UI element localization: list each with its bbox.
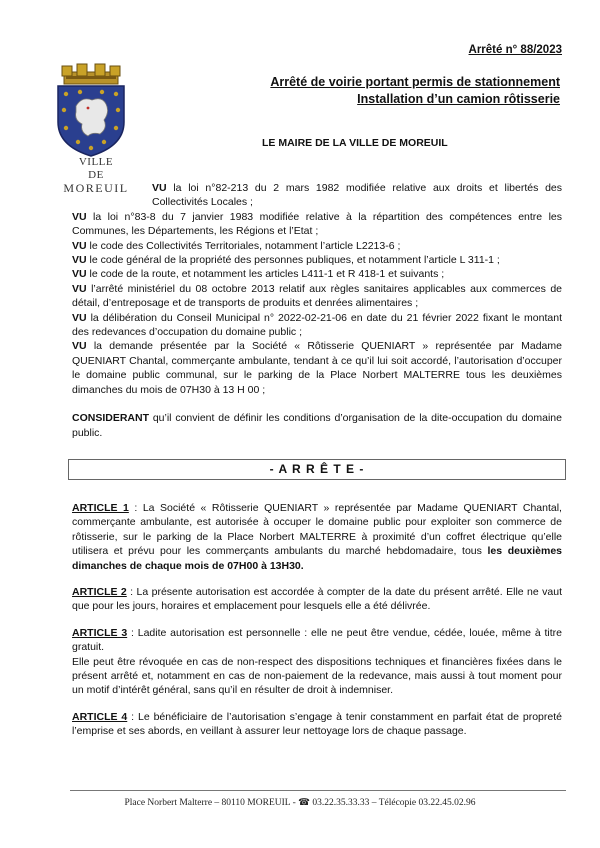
vu-paragraph: VU le code de la route, et notamment les articles L411-1 et R 418-1 et suivants ; <box>72 268 445 281</box>
footer <box>0 797 600 808</box>
de-line: DE <box>88 169 104 181</box>
article-3: ARTICLE 3 : Ladite autorisation est personnelle : elle ne peut être vendue, cédée, louée, même à titre gratuit. <box>72 626 562 654</box>
vu-paragraph: VU la loi n°82-213 du 2 mars 1982 modifiée relative aux droits et libertés des Collectivités Locales ; <box>152 182 562 209</box>
arrete-number: Arrêté n° 88/2023 <box>468 44 562 56</box>
title-line-1: Arrêté de voirie portant permis de stationnement <box>270 75 560 89</box>
arrete-heading: - A R R Ê T E - <box>68 459 566 480</box>
article-4: ARTICLE 4 : Le bénéficiaire de l’autorisation s’engage à tenir constamment en parfait état de propreté l’emprise et ses abords, en veillant à assurer leur nettoyage lors de chaque passage. <box>72 710 562 738</box>
article-2: ARTICLE 2 : La présente autorisation est accordée à compter de la date du présent arrêté. Elle ne vaut que pour les jours, horaires et emplacement pour lesquels elle a été délivrée. <box>72 586 562 613</box>
ville-line: VILLE <box>78 156 114 168</box>
document-title <box>270 74 560 108</box>
article-3-continued: Elle peut être révoquée en cas de non-respect des dispositions techniques et financières fixées dans le présent arrêté et, notamment en cas de non-paiement de la redevance, mais aussi à tout moment pour un motif d’intérêt général, sans qu’il en résulter de droit à indemniser. <box>72 655 562 697</box>
article-label: ARTICLE 1 <box>72 502 129 514</box>
moreuil-line: MOREUIL <box>63 181 129 195</box>
articles-section <box>72 501 562 739</box>
article-label: ARTICLE 4 <box>72 710 128 723</box>
article-label: ARTICLE 3 <box>72 626 128 639</box>
vu-section <box>72 181 562 440</box>
maire-heading: LE MAIRE DE LA VILLE DE MOREUIL <box>262 137 448 149</box>
article-label: ARTICLE 2 <box>72 586 127 599</box>
footer-phone: 03.22.35.33.33 – Télécopie 03.22.45.02.96 <box>310 798 476 808</box>
vu-paragraph: VU l’arrêté ministériel du 08 octobre 2013 relatif aux règles sanitaires applicables aux commerces de détail, d’entreposage et de transports de produits et denrées alimentaires ; <box>72 282 562 310</box>
article-1: ARTICLE 1 : La Société « Rôtisserie QUENIART » représentée par Madame QUENIART Chantal, commerçante ambulante, est autorisée à occuper le domaine public pour exploiter son commerce de rôtisserie, sur le parking de la Place Norbert MALTERRE à proximité d’un coffret électrique qu’elle utilisera et prévu pour les commerçants ambulants du marché hebdomadaire, tous les deuxièmes dimanches de chaque mois de 07H00 à 13H30. <box>72 502 562 572</box>
footer-divider <box>70 790 566 791</box>
crown-icon <box>62 64 120 84</box>
footer-address: Place Norbert Malterre – 80110 MOREUIL - <box>124 798 299 808</box>
vu-paragraph: VU le code général de la propriété des personnes publiques, et notamment l’article L 311-1 ; <box>72 254 500 267</box>
vu-paragraph: VU le code des Collectivités Territoriales, notamment l’article L2213-6 ; <box>72 239 401 252</box>
phone-icon: ☎ <box>298 798 310 808</box>
considerant-paragraph: CONSIDERANT qu’il convient de définir les conditions d’organisation de la dite-occupation du domaine public. <box>72 412 562 439</box>
vu-paragraph: VU la délibération du Conseil Municipal n° 2022-02-21-06 en date du 21 février 2022 fixant le montant des redevances d’occupation du domaine public ; <box>72 311 562 339</box>
coat-of-arms-logo <box>50 62 132 158</box>
vu-paragraph: VU la loi n°83-8 du 7 janvier 1983 modifiée relative à la répartition des compétences entre les Communes, les Départements, les Régions et l’Etat ; <box>72 210 562 238</box>
vu-paragraph: VU la demande présentée par la Société « Rôtisserie QUENIART » représentée par Madame QUENIART Chantal, commerçante ambulante, tendant à ce qu’il lui soit accordé, l’autorisation d’occuper le domaine public communal, sur le parking de la Place Norbert MALTERRE tous les deuxièmes dimanches du mois de 07H30 à 13 H 00 ; <box>72 340 562 396</box>
title-line-2: Installation d’un camion rôtisserie <box>357 92 560 106</box>
